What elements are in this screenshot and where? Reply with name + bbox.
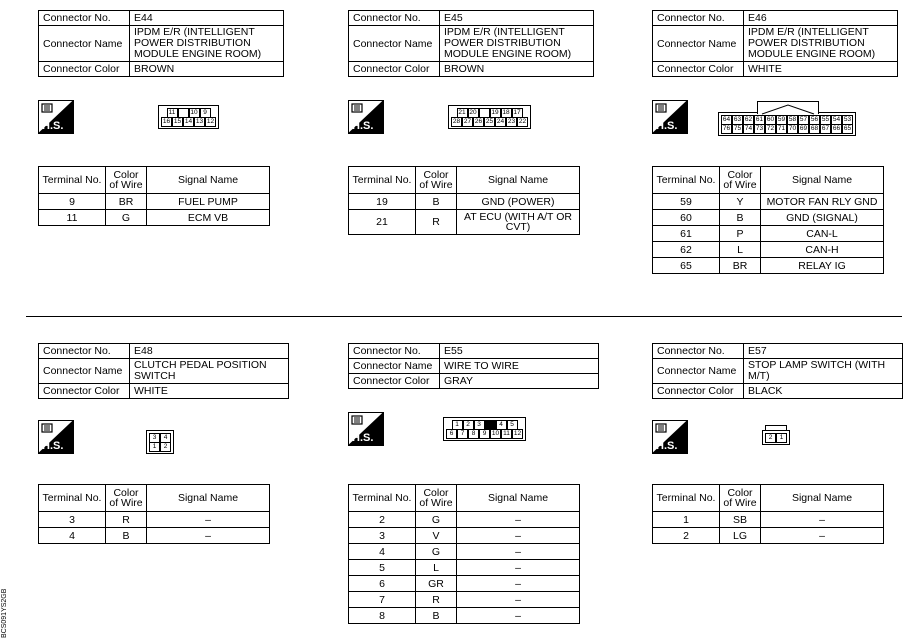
connector-info-e44 bbox=[38, 10, 284, 77]
terminal-row bbox=[653, 258, 884, 274]
info-value: E46 bbox=[744, 11, 898, 26]
terminal-header bbox=[653, 485, 884, 512]
connector-info-table bbox=[652, 10, 898, 77]
terminal-no: 62 bbox=[653, 242, 720, 258]
info-row bbox=[349, 344, 599, 359]
signal-name: FUEL PUMP bbox=[147, 194, 270, 210]
info-label: Connector Color bbox=[39, 384, 130, 399]
connector-pin: 71 bbox=[777, 125, 786, 132]
info-value: WHITE bbox=[744, 62, 898, 77]
terminal-no: 7 bbox=[349, 592, 416, 608]
info-row bbox=[653, 62, 898, 77]
info-row bbox=[39, 344, 289, 359]
connector-pin: 60 bbox=[766, 116, 775, 123]
connector-pin: 4 bbox=[496, 420, 507, 430]
terminal-table bbox=[652, 484, 884, 544]
connector-pin: 53 bbox=[843, 116, 852, 123]
connector-pin: 73 bbox=[755, 125, 764, 132]
terminal-table-e45 bbox=[348, 166, 580, 235]
wire-color: R bbox=[106, 512, 147, 528]
terminal-table-e44 bbox=[38, 166, 270, 226]
terminal-no: 5 bbox=[349, 560, 416, 576]
terminal-row bbox=[349, 576, 580, 592]
info-label: Connector No. bbox=[653, 344, 744, 359]
terminal-no: 6 bbox=[349, 576, 416, 592]
connector-pin: 25 bbox=[485, 118, 494, 125]
info-value: E45 bbox=[440, 11, 594, 26]
hs-label: H.S. bbox=[352, 432, 374, 444]
terminal-no: 8 bbox=[349, 608, 416, 624]
info-row bbox=[349, 11, 594, 26]
terminal-row bbox=[349, 210, 580, 235]
info-value: WIRE TO WIRE bbox=[440, 359, 599, 374]
info-label: Connector No. bbox=[653, 11, 744, 26]
info-value: BROWN bbox=[440, 62, 594, 77]
terminal-no-header: Terminal No. bbox=[653, 167, 720, 194]
signal-name-header: Signal Name bbox=[457, 167, 580, 194]
wire-color-header: Color of Wire bbox=[416, 485, 457, 512]
connector-pin: 21 bbox=[458, 109, 466, 116]
terminal-header bbox=[39, 485, 270, 512]
terminal-row bbox=[39, 512, 270, 528]
connector-pin: 26 bbox=[474, 118, 483, 125]
connector-pin: 70 bbox=[788, 125, 797, 132]
wire-color: R bbox=[416, 592, 457, 608]
signal-name: RELAY IG bbox=[761, 258, 884, 274]
wire-color: GR bbox=[416, 576, 457, 592]
connector-pin: 11 bbox=[167, 108, 178, 118]
connector-pin: 1 bbox=[149, 442, 160, 452]
terminal-no-header: Terminal No. bbox=[349, 485, 416, 512]
wire-color: BR bbox=[106, 194, 147, 210]
connector-pin: 16 bbox=[162, 118, 171, 125]
wire-color-header: Color of Wire bbox=[720, 167, 761, 194]
info-label: Connector Color bbox=[653, 62, 744, 77]
signal-name: – bbox=[457, 608, 580, 624]
signal-name-header: Signal Name bbox=[761, 167, 884, 194]
wire-color: G bbox=[106, 210, 147, 226]
terminal-table-e46 bbox=[652, 166, 884, 274]
info-label: Connector No. bbox=[39, 344, 130, 359]
info-row bbox=[349, 26, 594, 62]
connector-pin: 22 bbox=[518, 118, 527, 125]
wire-color: BR bbox=[720, 258, 761, 274]
signal-name-header: Signal Name bbox=[147, 167, 270, 194]
signal-name: CAN-H bbox=[761, 242, 884, 258]
wire-color: B bbox=[106, 528, 147, 544]
connector-info-e45 bbox=[348, 10, 594, 77]
terminal-no: 4 bbox=[39, 528, 106, 544]
signal-name: GND (SIGNAL) bbox=[761, 210, 884, 226]
info-row bbox=[653, 344, 903, 359]
wire-color: G bbox=[416, 512, 457, 528]
wire-color-header: Color of Wire bbox=[106, 485, 147, 512]
connector-info-table bbox=[348, 10, 594, 77]
connector-face bbox=[146, 430, 174, 454]
connector-pin: 1 bbox=[452, 420, 463, 430]
connector-pin: 59 bbox=[777, 116, 786, 123]
terminal-table-e57 bbox=[652, 484, 884, 544]
terminal-row bbox=[349, 544, 580, 560]
terminal-no: 9 bbox=[39, 194, 106, 210]
info-value: E44 bbox=[130, 11, 284, 26]
hs-connector-icon bbox=[652, 420, 688, 454]
connector-pin: 10 bbox=[491, 430, 500, 437]
connector-pin: 5 bbox=[507, 420, 518, 430]
hs-connector-icon bbox=[348, 412, 384, 446]
connector-info-table bbox=[38, 10, 284, 77]
terminal-no: 3 bbox=[39, 512, 106, 528]
terminal-no: 4 bbox=[349, 544, 416, 560]
info-row bbox=[39, 384, 289, 399]
info-value: GRAY bbox=[440, 374, 599, 389]
wire-color-header: Color of Wire bbox=[106, 167, 147, 194]
section-divider bbox=[26, 316, 902, 317]
info-value: BROWN bbox=[130, 62, 284, 77]
connector-pin: 28 bbox=[452, 118, 461, 125]
terminal-table bbox=[348, 166, 580, 235]
connector-pin: 74 bbox=[744, 125, 753, 132]
info-label: Connector Name bbox=[653, 26, 744, 62]
connector-face bbox=[448, 105, 531, 129]
terminal-row bbox=[653, 210, 884, 226]
terminal-no-header: Terminal No. bbox=[39, 485, 106, 512]
info-value: BLACK bbox=[744, 384, 903, 399]
terminal-row bbox=[653, 528, 884, 544]
connector-pin: 12 bbox=[206, 118, 215, 125]
wire-color: SB bbox=[720, 512, 761, 528]
terminal-row bbox=[653, 194, 884, 210]
connector-pin: 24 bbox=[496, 118, 505, 125]
connector-pin: 10 bbox=[190, 109, 198, 116]
info-label: Connector Color bbox=[349, 374, 440, 389]
terminal-no: 2 bbox=[653, 528, 720, 544]
info-row bbox=[39, 11, 284, 26]
terminal-row bbox=[349, 560, 580, 576]
connector-pin: 3 bbox=[149, 433, 160, 443]
connector-pin: 7 bbox=[457, 429, 468, 439]
wire-color-header: Color of Wire bbox=[720, 485, 761, 512]
hs-label: H.S. bbox=[656, 120, 678, 132]
info-row bbox=[39, 26, 284, 62]
info-label: Connector Name bbox=[39, 26, 130, 62]
terminal-no: 3 bbox=[349, 528, 416, 544]
connector-pin: 17 bbox=[513, 109, 521, 116]
info-row bbox=[349, 374, 599, 389]
signal-name: – bbox=[457, 576, 580, 592]
info-row bbox=[653, 359, 903, 384]
wire-color: P bbox=[720, 226, 761, 242]
terminal-no: 1 bbox=[653, 512, 720, 528]
connector-pin: 15 bbox=[173, 118, 182, 125]
connector-pin: 63 bbox=[733, 116, 742, 123]
terminal-row bbox=[349, 194, 580, 210]
terminal-table-e55 bbox=[348, 484, 580, 624]
terminal-header bbox=[39, 167, 270, 194]
wire-color: B bbox=[416, 194, 457, 210]
info-row bbox=[349, 359, 599, 374]
info-row bbox=[349, 62, 594, 77]
wire-color-header: Color of Wire bbox=[416, 167, 457, 194]
connector-pin: 65 bbox=[843, 125, 852, 132]
info-value: E55 bbox=[440, 344, 599, 359]
terminal-row bbox=[349, 592, 580, 608]
terminal-no: 59 bbox=[653, 194, 720, 210]
connector-pin: 2 bbox=[160, 442, 171, 452]
connector-pin: 9 bbox=[200, 108, 211, 118]
wire-color: B bbox=[720, 210, 761, 226]
signal-name: MOTOR FAN RLY GND bbox=[761, 194, 884, 210]
signal-name-header: Signal Name bbox=[761, 485, 884, 512]
terminal-row bbox=[349, 528, 580, 544]
terminal-row bbox=[653, 242, 884, 258]
hs-connector-icon bbox=[38, 420, 74, 454]
connector-pin: 6 bbox=[446, 429, 457, 439]
terminal-row bbox=[653, 512, 884, 528]
terminal-row bbox=[39, 194, 270, 210]
terminal-row bbox=[349, 512, 580, 528]
info-label: Connector Color bbox=[653, 384, 744, 399]
terminal-table bbox=[38, 166, 270, 226]
info-label: Connector Name bbox=[39, 359, 130, 384]
connector-face bbox=[762, 430, 790, 445]
info-row bbox=[653, 11, 898, 26]
connector-pin: 57 bbox=[799, 116, 808, 123]
terminal-row bbox=[349, 608, 580, 624]
connector-info-e48 bbox=[38, 343, 289, 399]
connector-pin: 72 bbox=[766, 125, 775, 132]
info-value: WHITE bbox=[130, 384, 289, 399]
connector-pin: 12 bbox=[513, 430, 522, 437]
terminal-header bbox=[349, 167, 580, 194]
signal-name: CAN-L bbox=[761, 226, 884, 242]
wire-color: LG bbox=[720, 528, 761, 544]
connector-pin: 67 bbox=[821, 125, 830, 132]
signal-name: – bbox=[761, 512, 884, 528]
connector-info-e55 bbox=[348, 343, 599, 389]
hs-label: H.S. bbox=[42, 440, 64, 452]
connector-face bbox=[158, 105, 219, 129]
terminal-row bbox=[39, 210, 270, 226]
figure-id: BCS091YS2GB bbox=[1, 588, 8, 638]
signal-name-header: Signal Name bbox=[147, 485, 270, 512]
connector-pin: 13 bbox=[195, 118, 204, 125]
info-value: STOP LAMP SWITCH (WITH M/T) bbox=[744, 359, 903, 384]
wire-color: L bbox=[720, 242, 761, 258]
hs-connector-icon bbox=[652, 100, 688, 134]
connector-pin: 8 bbox=[468, 429, 479, 439]
terminal-no: 11 bbox=[39, 210, 106, 226]
wire-color: V bbox=[416, 528, 457, 544]
connector-pin: 66 bbox=[832, 125, 841, 132]
info-label: Connector Name bbox=[653, 359, 744, 384]
info-label: Connector No. bbox=[349, 11, 440, 26]
info-row bbox=[653, 384, 903, 399]
hs-label: H.S. bbox=[42, 120, 64, 132]
connector-pin: 11 bbox=[501, 429, 512, 439]
hs-label: H.S. bbox=[352, 120, 374, 132]
connector-pin: 2 bbox=[765, 433, 776, 443]
connector-pin: 55 bbox=[821, 116, 830, 123]
terminal-header bbox=[653, 167, 884, 194]
terminal-header bbox=[349, 485, 580, 512]
connector-latch bbox=[757, 101, 819, 114]
wire-color: Y bbox=[720, 194, 761, 210]
connector-pin: 18 bbox=[502, 109, 510, 116]
connector-face bbox=[443, 417, 526, 441]
connector-pin: 19 bbox=[491, 109, 499, 116]
info-value: IPDM E/R (INTELLIGENT POWER DISTRIBUTION MODULE ENGINE ROOM) bbox=[130, 26, 284, 62]
connector-pin: 61 bbox=[755, 116, 764, 123]
wire-color: R bbox=[416, 210, 457, 235]
signal-name: – bbox=[457, 592, 580, 608]
info-value: IPDM E/R (INTELLIGENT POWER DISTRIBUTION MODULE ENGINE ROOM) bbox=[744, 26, 898, 62]
connector-pin: 23 bbox=[507, 118, 516, 125]
connector-pin: 14 bbox=[184, 118, 193, 125]
signal-name: – bbox=[147, 512, 270, 528]
connector-face bbox=[718, 112, 856, 136]
terminal-no-header: Terminal No. bbox=[39, 167, 106, 194]
signal-name: ECM VB bbox=[147, 210, 270, 226]
info-label: Connector No. bbox=[39, 11, 130, 26]
connector-info-e57 bbox=[652, 343, 903, 399]
connector-info-table bbox=[652, 343, 903, 399]
terminal-table bbox=[348, 484, 580, 624]
connector-pin: 58 bbox=[788, 116, 797, 123]
signal-name: – bbox=[457, 528, 580, 544]
signal-name: GND (POWER) bbox=[457, 194, 580, 210]
connector-pin: 27 bbox=[463, 118, 472, 125]
connector-pin: 9 bbox=[479, 429, 490, 439]
terminal-no: 65 bbox=[653, 258, 720, 274]
connector-pin: 75 bbox=[733, 125, 742, 132]
wire-color: G bbox=[416, 544, 457, 560]
terminal-table bbox=[652, 166, 884, 274]
connector-pin: 76 bbox=[722, 125, 731, 132]
connector-pin: 62 bbox=[744, 116, 753, 123]
connector-info-table bbox=[348, 343, 599, 389]
signal-name-header: Signal Name bbox=[457, 485, 580, 512]
info-row bbox=[39, 62, 284, 77]
signal-name: – bbox=[457, 544, 580, 560]
terminal-no: 61 bbox=[653, 226, 720, 242]
terminal-no-header: Terminal No. bbox=[653, 485, 720, 512]
signal-name: AT ECU (WITH A/T OR CVT) bbox=[457, 210, 580, 235]
signal-name: – bbox=[761, 528, 884, 544]
terminal-no: 2 bbox=[349, 512, 416, 528]
connector-pin: 2 bbox=[463, 420, 474, 430]
info-value: IPDM E/R (INTELLIGENT POWER DISTRIBUTION MODULE ENGINE ROOM) bbox=[440, 26, 594, 62]
connector-info-e46 bbox=[652, 10, 898, 77]
connector-pin: 69 bbox=[799, 125, 808, 132]
connector-pin: 64 bbox=[722, 116, 731, 123]
info-label: Connector Color bbox=[39, 62, 130, 77]
terminal-no: 21 bbox=[349, 210, 416, 235]
terminal-no: 19 bbox=[349, 194, 416, 210]
wire-color: B bbox=[416, 608, 457, 624]
terminal-table bbox=[38, 484, 270, 544]
hs-label: H.S. bbox=[656, 440, 678, 452]
hs-connector-icon bbox=[38, 100, 74, 134]
info-label: Connector No. bbox=[349, 344, 440, 359]
info-label: Connector Name bbox=[349, 359, 440, 374]
connector-pin: 56 bbox=[810, 116, 819, 123]
connector-pin: 20 bbox=[469, 109, 477, 116]
terminal-no-header: Terminal No. bbox=[349, 167, 416, 194]
connector-info-table bbox=[38, 343, 289, 399]
connector-pin: 3 bbox=[474, 420, 485, 430]
terminal-row bbox=[39, 528, 270, 544]
info-label: Connector Color bbox=[349, 62, 440, 77]
connector-pin: 1 bbox=[776, 433, 787, 443]
info-row bbox=[653, 26, 898, 62]
info-value: E57 bbox=[744, 344, 903, 359]
info-label: Connector Name bbox=[349, 26, 440, 62]
signal-name: – bbox=[457, 560, 580, 576]
wire-color: L bbox=[416, 560, 457, 576]
terminal-table-e48 bbox=[38, 484, 270, 544]
info-value: E48 bbox=[130, 344, 289, 359]
info-value: CLUTCH PEDAL POSITION SWITCH bbox=[130, 359, 289, 384]
connector-pin: 4 bbox=[160, 433, 171, 443]
signal-name: – bbox=[147, 528, 270, 544]
connector-pin: 68 bbox=[810, 125, 819, 132]
info-row bbox=[39, 359, 289, 384]
hs-connector-icon bbox=[348, 100, 384, 134]
connector-latch bbox=[765, 425, 787, 431]
connector-pin: 54 bbox=[832, 116, 841, 123]
signal-name: – bbox=[457, 512, 580, 528]
terminal-row bbox=[653, 226, 884, 242]
terminal-no: 60 bbox=[653, 210, 720, 226]
